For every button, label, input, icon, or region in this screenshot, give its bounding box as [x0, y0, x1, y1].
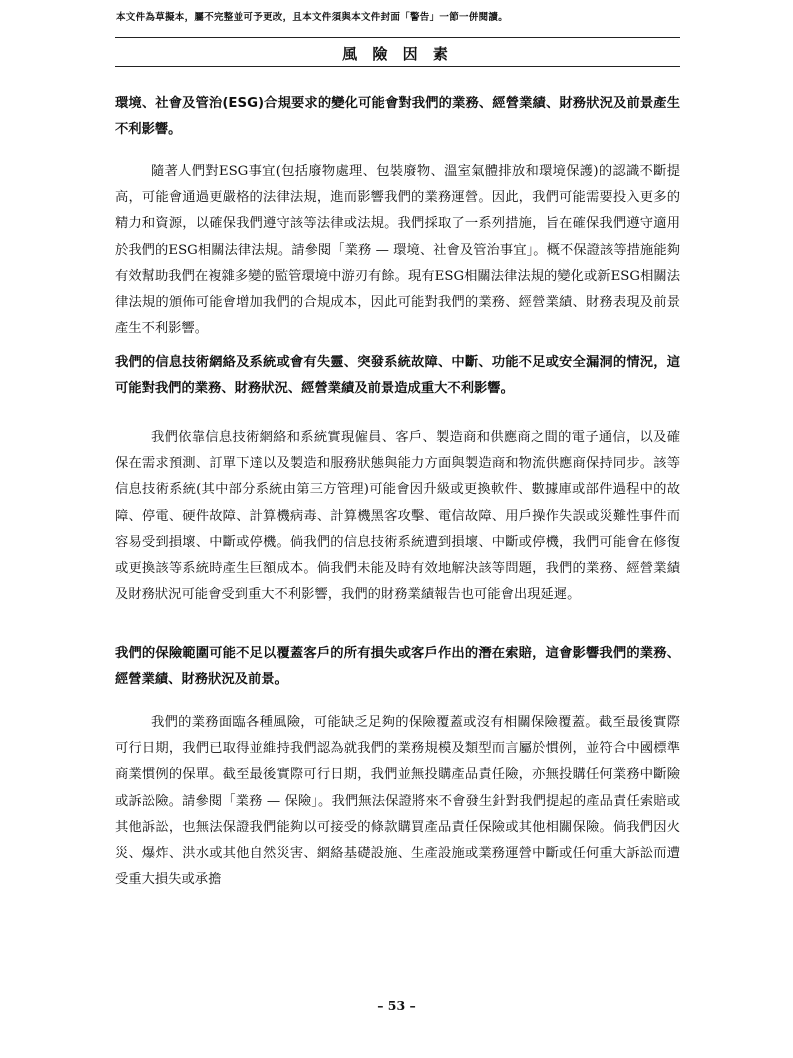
risk-paragraph-insurance: 我們的業務面臨各種風險，可能缺乏足夠的保險覆蓋或沒有相關保險覆蓋。截至最後實際可行日期，我們已取得並維持我們認為就我們的業務規模及類型而言屬於慣例，並符合中國標準商業慣例的保單。截至最後實際可行日期，我們並無投購產品責任險，亦無投購任何業務中斷險或訴訟險。請參閱「業務 — 保險」。我們無法保證將來不會發生針對我們提起的產品責任索賠或其他訴訟，也無法保證我們能夠以可接受的條款購買產品責任保險或其他相關保險。倘我們因火災、爆炸、洪水或其他自然災害、網絡基礎設施、生產設施或業務運營中斷或任何重大訴訟而遭受重大損失或承擔: [115, 715, 680, 888]
risk-heading-insurance: 我們的保險範圍可能不足以覆蓋客戶的所有損失或客戶作出的潛在索賠，這會影響我們的業務、經營業績、財務狀況及前景。: [115, 646, 680, 687]
page-number: – 53 –: [377, 998, 416, 1013]
section-title: 風 險 因 素: [342, 45, 453, 63]
header-rule-top: [115, 37, 680, 38]
risk-heading-it-systems: 我們的信息技術網絡及系統或會有失靈、突發系統故障、中斷、功能不足或安全漏洞的情況，這可能對我們的業務、財務狀況、經營業績及前景造成重大不利影響。: [115, 355, 680, 396]
draft-notice: 本文件為草擬本，屬不完整並可予更改，且本文件須與本文件封面「警告」一節一併閱讀。: [116, 12, 509, 23]
risk-heading-esg: 環境、社會及管治(ESG)合規要求的變化可能會對我們的業務、經營業績、財務狀況及前景產生不利影響。: [115, 96, 680, 137]
risk-paragraph-it-systems: 我們依靠信息技術網絡和系統實現僱員、客戶、製造商和供應商之間的電子通信，以及確保在需求預測、訂單下達以及製造和服務狀態與能力方面與製造商和物流供應商保持同步。該等信息技術系統(其中部分系統由第三方管理)可能會因升級或更換軟件、數據庫或部件過程中的故障、停電、硬件故障、計算機病毒、計算機黑客攻擊、電信故障、用戶操作失誤或災難性事件而容易受到損壞、中斷或停機。倘我們的信息技術系統遭到損壞、中斷或停機，我們可能會在修復或更換該等系統時產生巨額成本。倘我們未能及時有效地解決該等問題，我們的業務、經營業績及財務狀況可能會受到重大不利影響，我們的財務業績報告也可能會出現延遲。: [115, 430, 680, 603]
header-rule-bottom: [115, 66, 680, 67]
risk-paragraph-esg: 隨著人們對ESG事宜(包括廢物處理、包裝廢物、溫室氣體排放和環境保護)的認識不斷提高，可能會通過更嚴格的法律法規，進而影響我們的業務運營。因此，我們可能需要投入更多的精力和資源，以確保我們遵守該等法律或法規。我們採取了一系列措施，旨在確保我們遵守適用於我們的ESG相關法律法規。請參閱「業務 — 環境、社會及管治事宜」。概不保證該等措施能夠有效幫助我們在複雜多變的監管環境中游刃有餘。現有ESG相關法律法規的變化或新ESG相關法律法規的頒佈可能會增加我們的合規成本，因此可能對我們的業務、經營業績、財務表現及前景產生不利影響。: [115, 164, 680, 337]
